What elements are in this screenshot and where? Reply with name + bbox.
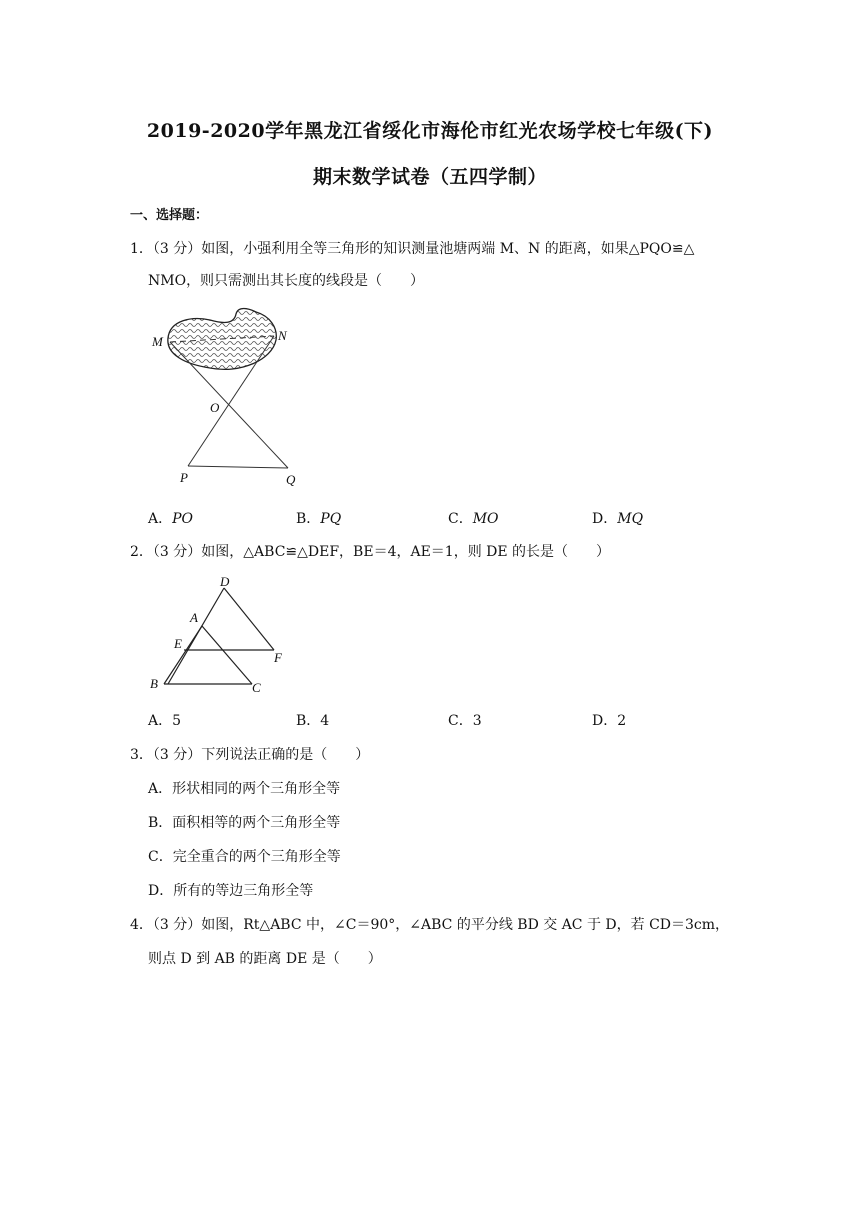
label-A: A [190, 610, 198, 625]
label-P: P [180, 470, 188, 485]
label-D: D [220, 574, 230, 589]
q3-text-line1: 3．（3 分）下列说法正确的是（ ） [130, 747, 370, 763]
q1-pond-figure [140, 298, 320, 494]
q3-option-d: D．所有的等边三角形全等 [148, 883, 314, 899]
label-C: C [252, 680, 261, 695]
q4-text-line1: 4．（3 分）如图，Rt△ABC 中，∠C＝90°，∠ABC 的平分线 BD 交 AC 于 D，若 CD＝3cm， [130, 917, 730, 933]
q3-option-a: A．形状相同的两个三角形全等 [148, 781, 341, 797]
label-Q: Q [286, 472, 296, 487]
q2-option-d: D．2 [592, 713, 627, 729]
label-E: E [174, 636, 182, 651]
q4-text-line2: 则点 D 到 AB 的距离 DE 是（ ） [148, 951, 382, 967]
q1-text-line1: 1．（3 分）如图，小强利用全等三角形的知识测量池塘两端 M、N 的距离，如果△PQO≌△ [130, 241, 695, 257]
q2-text-line1: 2．（3 分）如图，△ABC≌△DEF，BE＝4，AE＝1，则 DE 的长是（ ） [130, 544, 611, 560]
label-N: N [278, 328, 287, 343]
label-O: O [210, 400, 220, 415]
q2-option-b: B．4 [296, 713, 330, 729]
q1-option-c: C．MO [448, 511, 499, 527]
q1-option-b: B．PQ [296, 511, 342, 527]
exam-title-line1: 2019-2020学年黑龙江省绥化市海伦市红光农场学校七年级(下) [146, 120, 714, 142]
label-B: B [150, 676, 158, 691]
q3-option-b: B．面积相等的两个三角形全等 [148, 815, 341, 831]
q3-option-c: C．完全重合的两个三角形全等 [148, 849, 341, 865]
q1-option-d: D．MQ [592, 511, 644, 527]
q2-option-a: A．5 [148, 713, 182, 729]
label-F: F [274, 650, 282, 665]
section-heading-choice: 一、选择题： [130, 208, 209, 223]
exam-title-line2: 期末数学试卷（五四学制） [312, 166, 547, 188]
q1-option-a: A．PO [148, 511, 194, 527]
q2-triangles-figure [144, 570, 304, 700]
q1-text-line2: NMO，则只需测出其长度的线段是（ ） [148, 273, 425, 289]
label-M: M [152, 334, 163, 349]
q2-option-c: C．3 [448, 713, 482, 729]
